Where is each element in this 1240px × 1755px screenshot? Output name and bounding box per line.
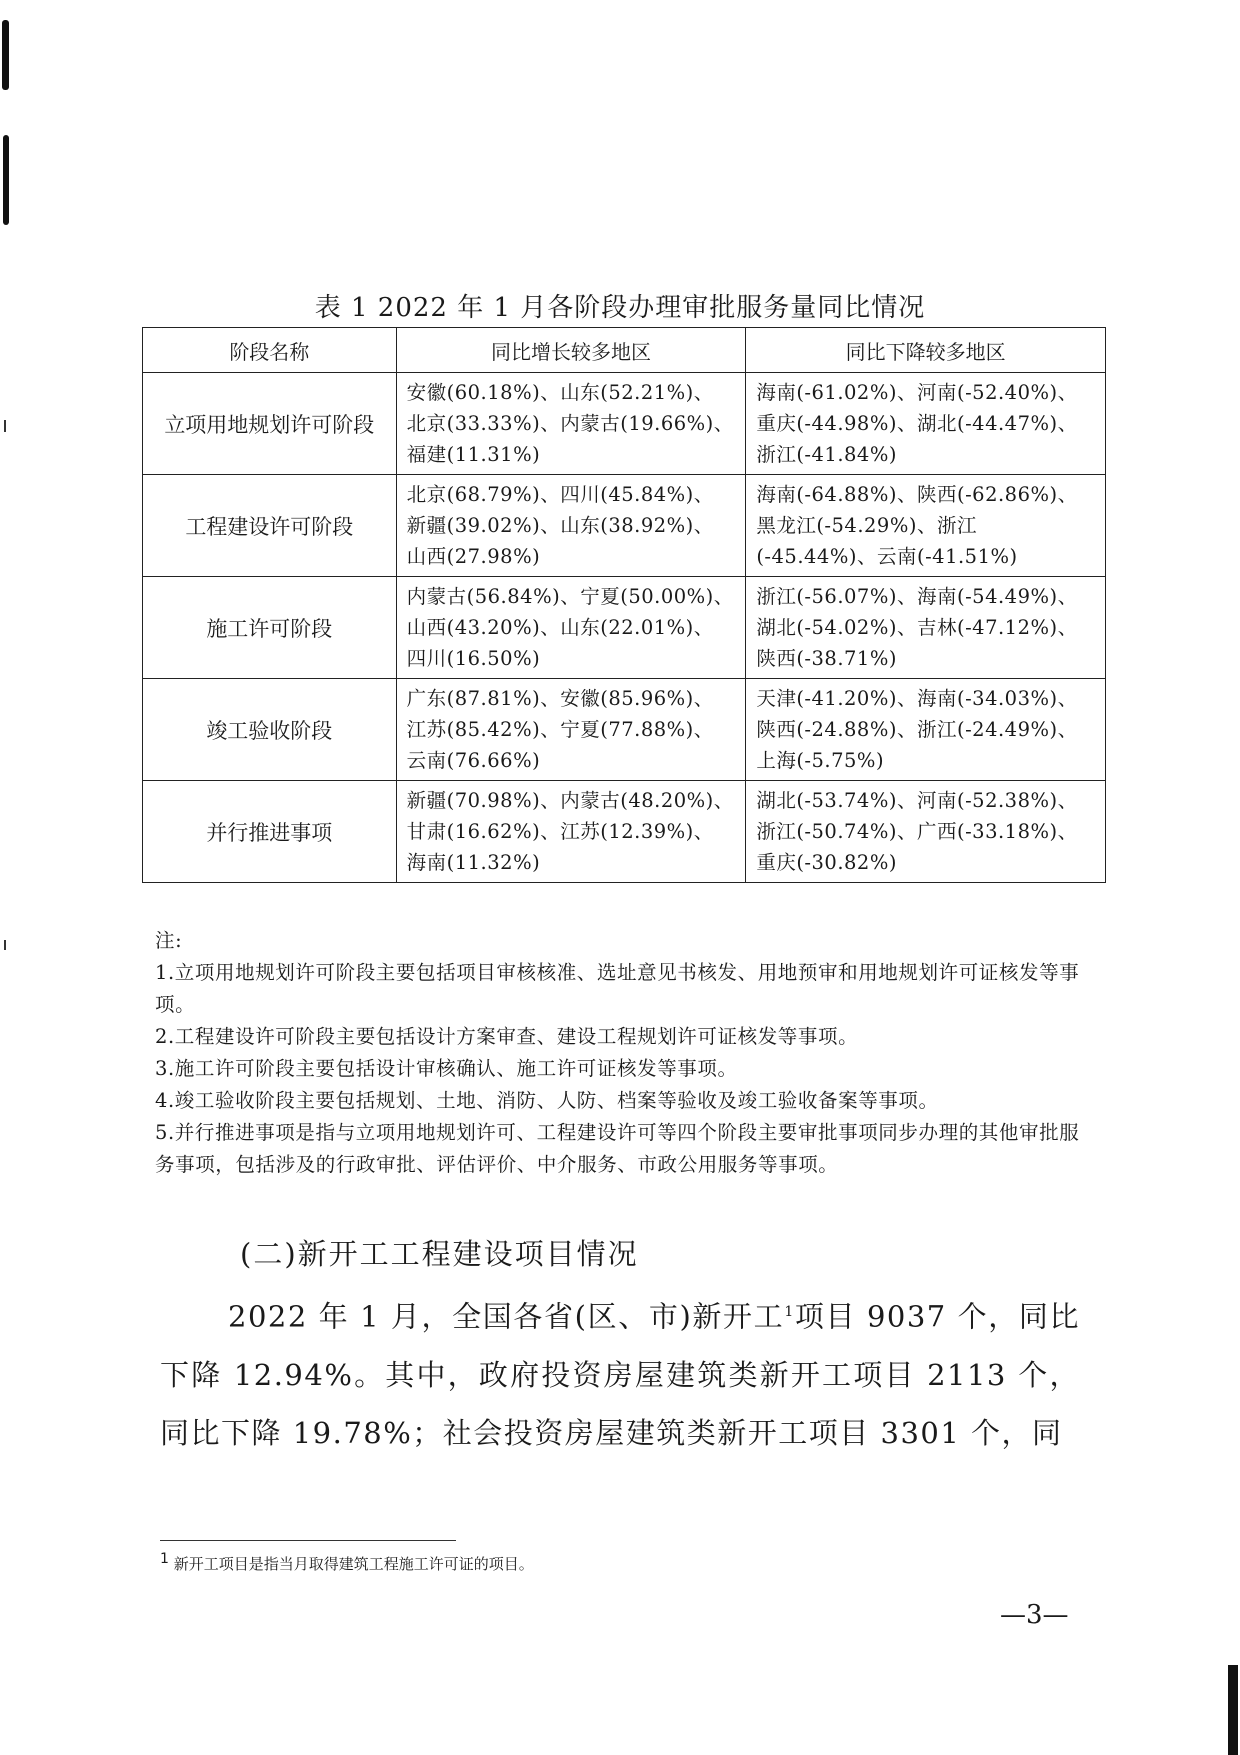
decrease-line: 浙江(-50.74%)、广西(-33.18%)、: [756, 820, 1078, 843]
decrease-line: 浙江(-41.84%): [756, 443, 897, 466]
increase-line: 江苏(85.42%)、宁夏(77.88%)、: [406, 718, 714, 741]
increase-regions: [396, 475, 746, 577]
decrease-line: 海南(-61.02%)、河南(-52.40%)、: [756, 381, 1078, 404]
increase-line: 四川(16.50%): [406, 647, 541, 670]
decrease-line: 重庆(-30.82%): [756, 851, 897, 874]
increase-regions: [396, 679, 746, 781]
decrease-line: (-45.44%)、云南(-41.51%): [756, 545, 1018, 568]
approval-volume-table: [142, 327, 1106, 883]
increase-line: 内蒙古(56.84%)、宁夏(50.00%)、: [406, 585, 734, 608]
increase-line: 安徽(60.18%)、山东(52.21%)、: [406, 381, 714, 404]
note-item: 5.并行推进事项是指与立项用地规划许可、工程建设许可等四个阶段主要审批事项同步办理的其他审批服务事项，包括涉及的行政审批、评估评价、中介服务、市政公用服务等事项。: [155, 1121, 1080, 1176]
stage-name: 工程建设许可阶段: [143, 475, 397, 577]
paragraph-part1: 2022 年 1 月，全国各省(区、市)新开工: [228, 1299, 785, 1334]
table-header-row: [143, 328, 1106, 373]
paragraph-part2: 项目 9037 个，同比下降 12.94%。其中，政府投资房屋建筑类新开工项目 2113 个，同比下降 19.78%；社会投资房屋建筑类新开工项目 3301 个，同: [160, 1299, 1080, 1450]
page-number: —3—: [1000, 1600, 1069, 1630]
decrease-regions: [746, 577, 1106, 679]
table-row: [143, 475, 1106, 577]
decrease-regions: [746, 475, 1106, 577]
footnote-mark: 1: [160, 1551, 169, 1567]
increase-line: 山西(43.20%)、山东(22.01%)、: [406, 616, 714, 639]
table-caption: 表 1 2022 年 1 月各阶段办理审批服务量同比情况: [314, 293, 926, 323]
increase-line: 海南(11.32%): [406, 851, 541, 874]
increase-regions: [396, 781, 746, 883]
decrease-line: 黑龙江(-54.29%)、浙江: [756, 514, 977, 537]
stage-name: 立项用地规划许可阶段: [143, 373, 397, 475]
decrease-line: 浙江(-56.07%)、海南(-54.49%)、: [756, 585, 1078, 608]
stage-name: 并行推进事项: [143, 781, 397, 883]
stage-name: 施工许可阶段: [143, 577, 397, 679]
decrease-regions: [746, 373, 1106, 475]
increase-line: 北京(68.79%)、四川(45.84%)、: [406, 483, 714, 506]
decrease-line: 湖北(-54.02%)、吉林(-47.12%)、: [756, 616, 1078, 639]
decrease-line: 陕西(-24.88%)、浙江(-24.49%)、: [756, 718, 1078, 741]
decrease-line: 陕西(-38.71%): [756, 647, 897, 670]
note-item: 2.工程建设许可阶段主要包括设计方案审查、建设工程规划许可证核发等事项。: [155, 1025, 859, 1048]
increase-line: 广东(87.81%)、安徽(85.96%)、: [406, 687, 714, 710]
decrease-line: 天津(-41.20%)、海南(-34.03%)、: [756, 687, 1078, 710]
decrease-line: 上海(-5.75%): [756, 749, 885, 772]
header-decrease: 同比下降较多地区: [746, 328, 1106, 373]
increase-line: 北京(33.33%)、内蒙古(19.66%)、: [406, 412, 734, 435]
increase-line: 云南(76.66%): [406, 749, 541, 772]
decrease-line: 湖北(-53.74%)、河南(-52.38%)、: [756, 789, 1078, 812]
note-item: 3.施工许可阶段主要包括设计审核确认、施工许可证核发等事项。: [155, 1057, 738, 1080]
footnote: [160, 1551, 534, 1574]
decrease-regions: [746, 679, 1106, 781]
body-text: [160, 1283, 1080, 1462]
decrease-regions: [746, 781, 1106, 883]
increase-regions: [396, 577, 746, 679]
table-notes: [155, 925, 1095, 1181]
decrease-line: 重庆(-44.98%)、湖北(-44.47%)、: [756, 412, 1078, 435]
table-row: [143, 373, 1106, 475]
increase-line: 福建(11.31%): [406, 443, 541, 466]
footnote-divider: [160, 1540, 456, 1541]
scan-edge-marks: [0, 0, 14, 1755]
notes-title: 注:: [155, 929, 183, 952]
stage-name: 竣工验收阶段: [143, 679, 397, 781]
header-stage: 阶段名称: [143, 328, 397, 373]
note-item: 4.竣工验收阶段主要包括规划、土地、消防、人防、档案等验收及竣工验收备案等事项。: [155, 1089, 939, 1112]
note-item: 1.立项用地规划许可阶段主要包括项目审核核准、选址意见书核发、用地预审和用地规划许可证核发等事项。: [155, 961, 1080, 1016]
footnote-ref: 1: [784, 1304, 795, 1320]
footnote-text: 新开工项目是指当月取得建筑工程施工许可证的项目。: [173, 1555, 534, 1573]
header-increase: 同比增长较多地区: [396, 328, 746, 373]
increase-line: 新疆(39.02%)、山东(38.92%)、: [406, 514, 714, 537]
table-row: [143, 679, 1106, 781]
section-heading: (二)新开工工程建设项目情况: [240, 1237, 639, 1271]
increase-line: 新疆(70.98%)、内蒙古(48.20%)、: [406, 789, 734, 812]
increase-line: 山西(27.98%): [406, 545, 541, 568]
table-row: [143, 577, 1106, 679]
table-row: [143, 781, 1106, 883]
increase-regions: [396, 373, 746, 475]
body-paragraph: [160, 1283, 1080, 1462]
increase-line: 甘肃(16.62%)、江苏(12.39%)、: [406, 820, 714, 843]
decrease-line: 海南(-64.88%)、陕西(-62.86%)、: [756, 483, 1078, 506]
scan-edge-mark-right: [1228, 1665, 1238, 1755]
